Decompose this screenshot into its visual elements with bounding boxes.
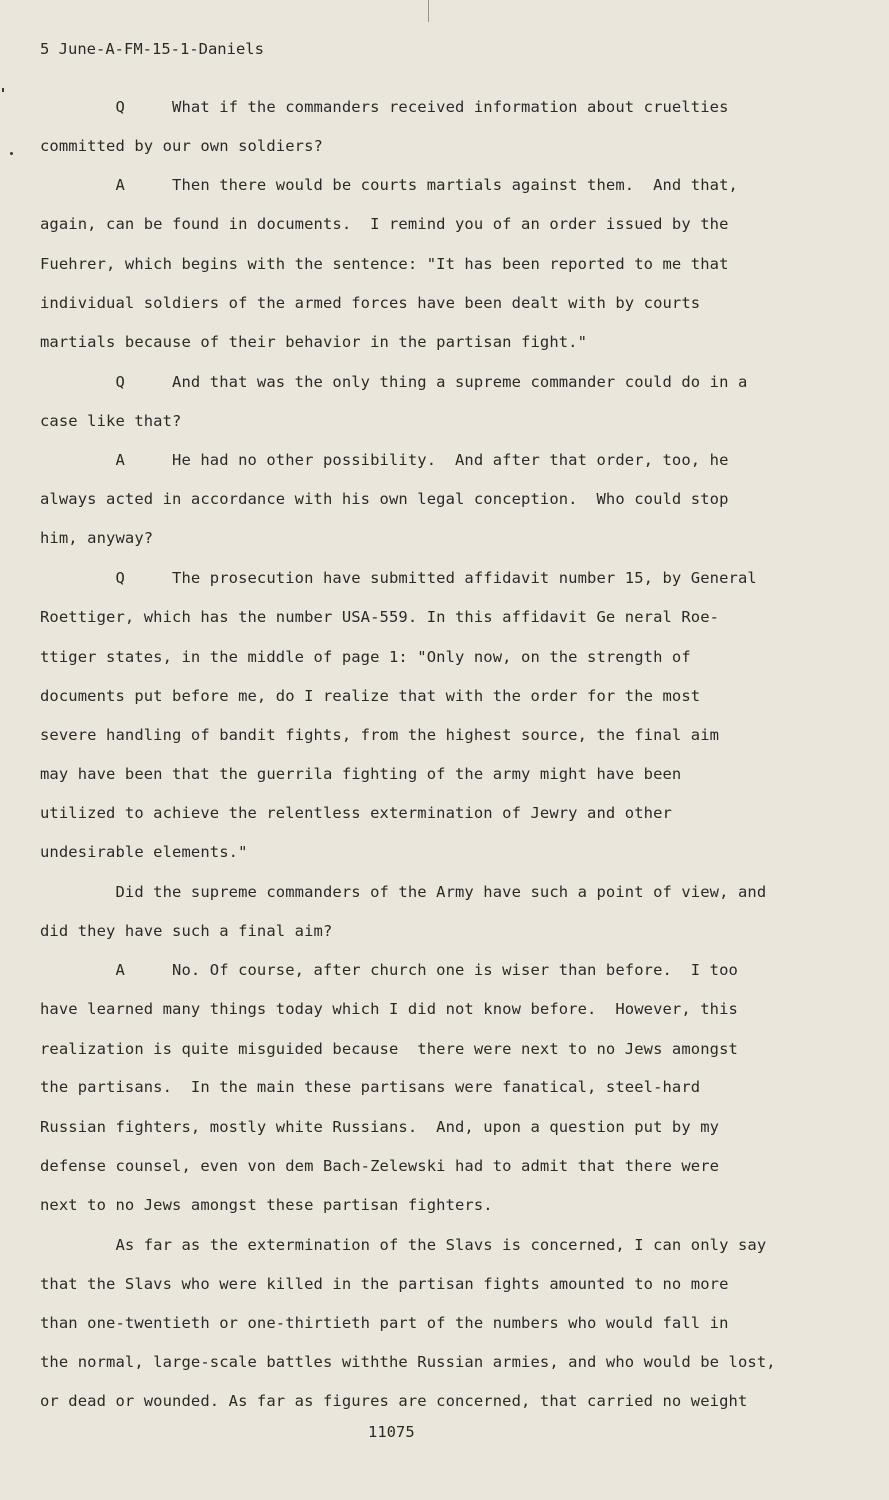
text-line: documents put before me, do I realize that with the order for the most (40, 687, 701, 705)
text-line: undesirable elements." (40, 843, 248, 861)
text-line: Q The prosecution have submitted affidavit number 15, by General (40, 569, 757, 587)
text-line: again, can be found in documents. I remind you of an order issued by the (40, 215, 729, 233)
text-line: the partisans. In the main these partisans were fanatical, steel-hard (40, 1078, 701, 1096)
text-line: Q And that was the only thing a supreme commander could do in a (40, 373, 748, 391)
text-line: ttiger states, in the middle of page 1: "Only now, on the strength of (40, 648, 691, 666)
text-line: Roettiger, which has the number USA-559. In this affidavit Ge neral Roe- (40, 608, 720, 626)
text-line: Fuehrer, which begins with the sentence: "It has been reported to me that (40, 255, 729, 273)
text-line: or dead or wounded. As far as figures are concerned, that carried no weight (40, 1392, 748, 1410)
text-line: Russian fighters, mostly white Russians. And, upon a question put by my (40, 1118, 720, 1136)
text-line: severe handling of bandit fights, from the highest source, the final aim (40, 726, 720, 744)
text-line: defense counsel, even von dem Bach-Zelewski had to admit that there were (40, 1157, 720, 1175)
margin-mark (2, 88, 4, 92)
text-line: case like that? (40, 412, 182, 430)
text-line: utilized to achieve the relentless extermination of Jewry and other (40, 804, 672, 822)
text-line: A He had no other possibility. And after that order, too, he (40, 451, 729, 469)
document-header: 5 June-A-FM-15-1-Daniels (40, 40, 264, 58)
text-line: the normal, large-scale battles withthe Russian armies, and who would be lost, (40, 1353, 776, 1371)
text-line: As far as the extermination of the Slavs is concerned, I can only say (40, 1236, 767, 1254)
text-line: next to no Jews amongst these partisan fighters. (40, 1196, 493, 1214)
text-line: A No. Of course, after church one is wiser than before. I too (40, 961, 738, 979)
text-line: have learned many things today which I did not know before. However, this (40, 1000, 738, 1018)
text-line: Did the supreme commanders of the Army have such a point of view, and (40, 883, 767, 901)
text-line: may have been that the guerrila fighting of the army might have been (40, 765, 682, 783)
text-line: did they have such a final aim? (40, 922, 333, 940)
margin-dot (10, 152, 13, 155)
text-line: realization is quite misguided because there were next to no Jews amongst (40, 1040, 738, 1058)
text-line: him, anyway? (40, 529, 154, 547)
text-line: committed by our own soldiers? (40, 137, 323, 155)
text-line: than one-twentieth or one-thirtieth part of the numbers who would fall in (40, 1314, 729, 1332)
text-line: individual soldiers of the armed forces have been dealt with by courts (40, 294, 701, 312)
text-line: A Then there would be courts martials against them. And that, (40, 176, 738, 194)
top-mark (428, 0, 429, 22)
text-line: Q What if the commanders received information about cruelties (40, 98, 729, 116)
text-line: always acted in accordance with his own legal conception. Who could stop (40, 490, 729, 508)
text-line: that the Slavs who were killed in the partisan fights amounted to no more (40, 1275, 729, 1293)
text-line: martials because of their behavior in the partisan fight." (40, 333, 588, 351)
page-number: 11075 (368, 1423, 415, 1441)
